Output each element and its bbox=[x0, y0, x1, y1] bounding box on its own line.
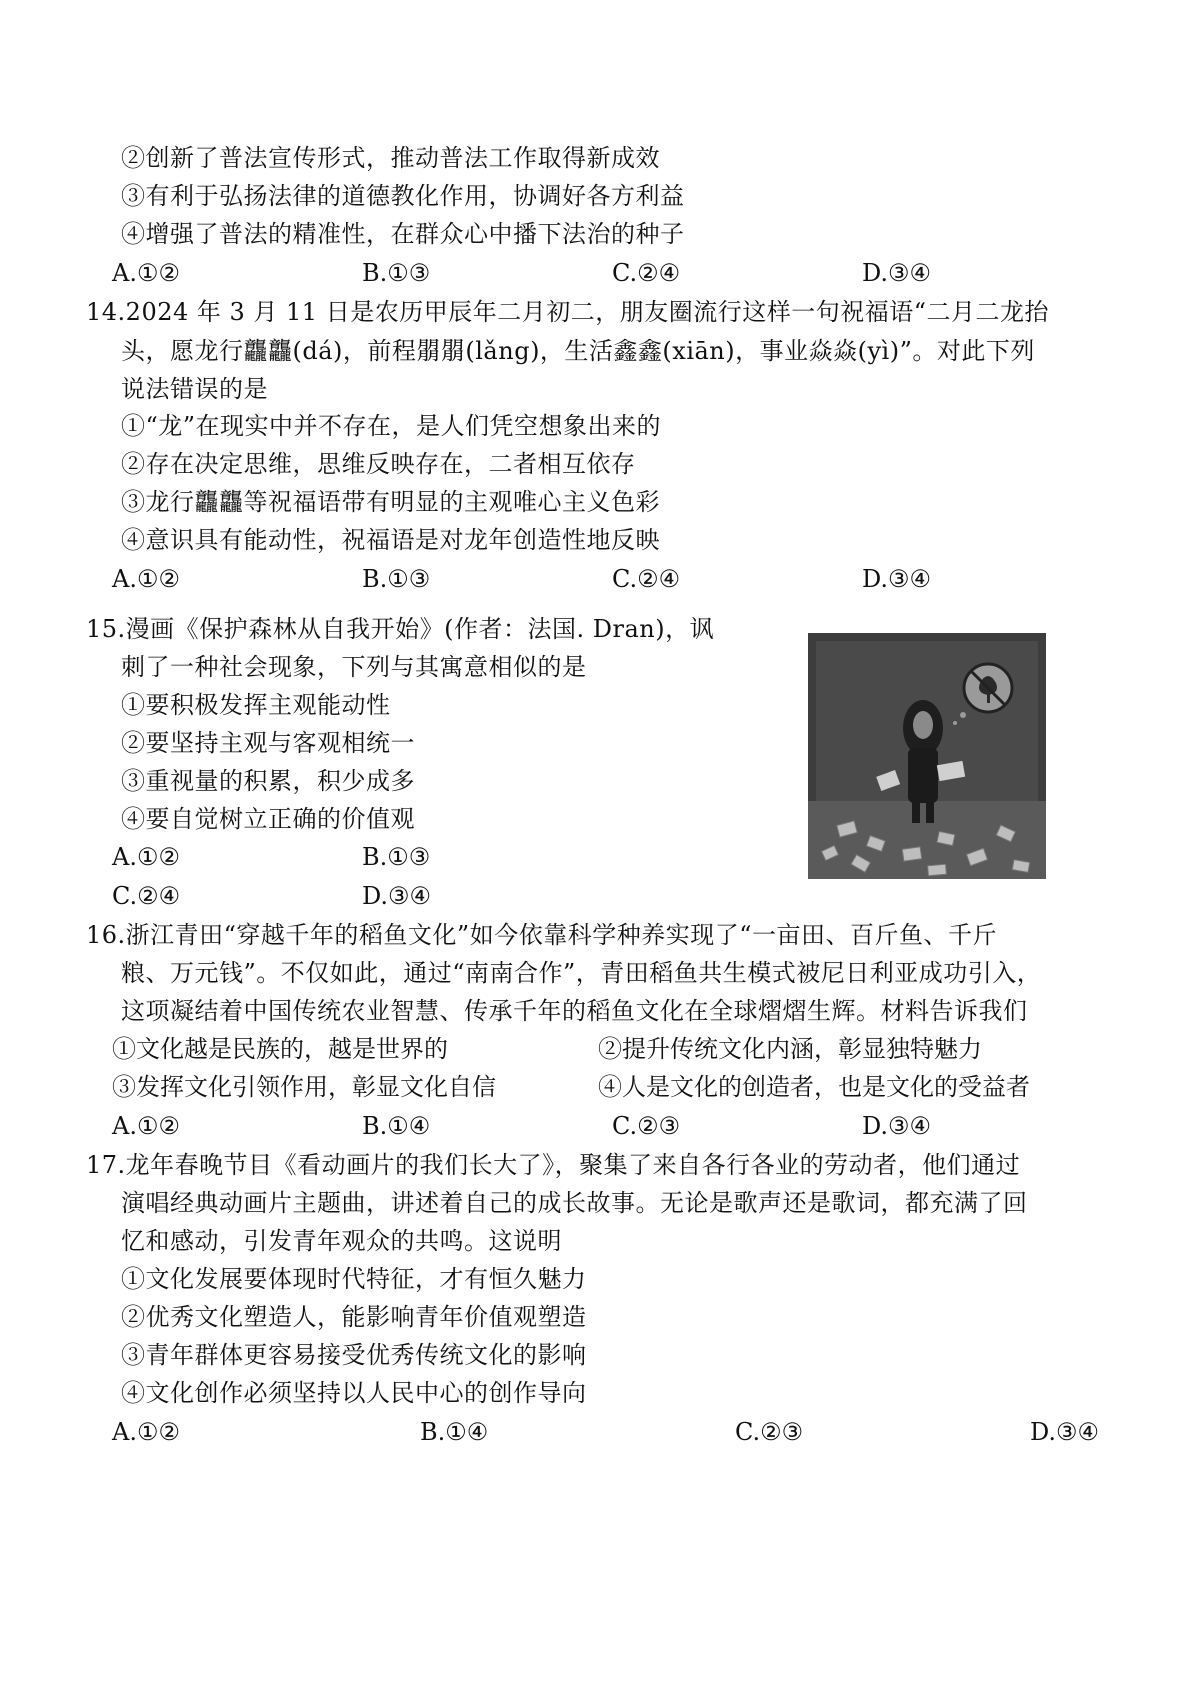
q16-statement-3: ③发挥文化引领作用，彰显文化自信 bbox=[112, 1073, 496, 1101]
q16-statement-2: ②提升传统文化内涵，彰显独特魅力 bbox=[598, 1035, 982, 1063]
q15-option-c: C.②④ bbox=[112, 882, 181, 910]
q14-option-a: A.①② bbox=[112, 565, 180, 593]
q17-options bbox=[0, 1415, 1200, 1449]
q17-option-a: A.①② bbox=[112, 1418, 180, 1446]
q16-option-d: D.③④ bbox=[862, 1112, 932, 1140]
q13-options bbox=[0, 256, 1200, 290]
q13-option-d: D.③④ bbox=[862, 259, 932, 287]
q14-statement-4: ④意识具有能动性，祝福语是对龙年创造性地反映 bbox=[121, 526, 660, 554]
q14-stem-line-3: 说法错误的是 bbox=[121, 375, 268, 403]
q16-option-b: B.①④ bbox=[362, 1112, 431, 1140]
q16-stem-line-2: 粮、万元钱”。不仅如此，通过“南南合作”，青田稻鱼共生模式被尼日利亚成功引入， bbox=[121, 959, 1042, 987]
q14-option-b: B.①③ bbox=[362, 565, 431, 593]
q15-options-row-1 bbox=[0, 840, 800, 874]
q15-stem-line-2: 刺了一种社会现象，下列与其寓意相似的是 bbox=[121, 653, 587, 681]
q13-statement-3: ③有利于弘扬法律的道德教化作用，协调好各方利益 bbox=[121, 182, 685, 210]
q17-stem-line-1: 17.龙年春晚节目《看动画片的我们长大了》，聚集了来自各行各业的劳动者，他们通过 bbox=[86, 1151, 1021, 1179]
q13-option-a: A.①② bbox=[112, 259, 180, 287]
q17-statement-4: ④文化创作必须坚持以人民中心的创作导向 bbox=[121, 1379, 587, 1407]
q15-statement-3: ③重视量的积累，积少成多 bbox=[121, 767, 415, 795]
q13-option-c: C.②④ bbox=[612, 259, 681, 287]
q17-statement-2: ②优秀文化塑造人，能影响青年价值观塑造 bbox=[121, 1303, 587, 1331]
q14-stem-line-2: 头，愿龙行龘龘(dá)，前程朤朤(lǎng)，生活鑫鑫(xiān)，事业焱焱(yì)”。对此下列 bbox=[121, 337, 1035, 365]
q14-statement-2: ②存在决定思维，思维反映存在，二者相互依存 bbox=[121, 450, 636, 478]
q15-options-row-2 bbox=[0, 879, 800, 913]
q14-statement-3: ③龙行龘龘等祝福语带有明显的主观唯心主义色彩 bbox=[121, 488, 660, 516]
q17-stem-line-3: 忆和感动，引发青年观众的共鸣。这说明 bbox=[121, 1227, 562, 1255]
q15-statement-4: ④要自觉树立正确的价值观 bbox=[121, 805, 415, 833]
cartoon-drawing bbox=[808, 633, 1046, 879]
q16-statements-row-2 bbox=[0, 1070, 1200, 1104]
q14-option-d: D.③④ bbox=[862, 565, 932, 593]
q13-statement-4: ④增强了普法的精准性，在群众心中播下法治的种子 bbox=[121, 220, 685, 248]
q14-statement-1: ①“龙”在现实中并不存在，是人们凭空想象出来的 bbox=[121, 412, 662, 440]
q16-stem-line-3: 这项凝结着中国传统农业智慧、传承千年的稻鱼文化在全球熠熠生辉。材料告诉我们 bbox=[121, 997, 1028, 1025]
q16-option-a: A.①② bbox=[112, 1112, 180, 1140]
q13-statement-2: ②创新了普法宣传形式，推动普法工作取得新成效 bbox=[121, 144, 660, 172]
q14-options bbox=[0, 562, 1200, 596]
q16-options bbox=[0, 1109, 1200, 1143]
q17-stem-line-2: 演唱经典动画片主题曲，讲述着自己的成长故事。无论是歌声还是歌词，都充满了回 bbox=[121, 1189, 1028, 1217]
q15-option-d: D.③④ bbox=[362, 882, 432, 910]
q15-stem-line-1: 15.漫画《保护森林从自我开始》(作者：法国. Dran)，讽 bbox=[86, 615, 715, 643]
q14-stem-line-1: 14.2024 年 3 月 11 日是农历甲辰年二月初二，朋友圈流行这样一句祝福语“二月二龙抬 bbox=[86, 298, 1049, 326]
q16-statements-row-1 bbox=[0, 1032, 1200, 1066]
q17-statement-3: ③青年群体更容易接受优秀传统文化的影响 bbox=[121, 1341, 587, 1369]
q17-option-d: D.③④ bbox=[1030, 1418, 1100, 1446]
q13-option-b: B.①③ bbox=[362, 259, 431, 287]
q17-statement-1: ①文化发展要体现时代特征，才有恒久魅力 bbox=[121, 1265, 587, 1293]
q14-option-c: C.②④ bbox=[612, 565, 681, 593]
cartoon-illustration bbox=[808, 633, 1046, 879]
q16-option-c: C.②③ bbox=[612, 1112, 681, 1140]
q16-statement-4: ④人是文化的创造者，也是文化的受益者 bbox=[598, 1073, 1030, 1101]
q15-option-a: A.①② bbox=[112, 843, 180, 871]
q15-option-b: B.①③ bbox=[362, 843, 431, 871]
q15-statement-1: ①要积极发挥主观能动性 bbox=[121, 691, 391, 719]
q16-stem-line-1: 16.浙江青田“穿越千年的稻鱼文化”如今依靠科学种养实现了“一亩田、百斤鱼、千斤 bbox=[86, 921, 997, 949]
q16-statement-1: ①文化越是民族的，越是世界的 bbox=[112, 1035, 448, 1063]
q15-statement-2: ②要坚持主观与客观相统一 bbox=[121, 729, 415, 757]
q17-option-c: C.②③ bbox=[735, 1418, 804, 1446]
q17-option-b: B.①④ bbox=[420, 1418, 489, 1446]
